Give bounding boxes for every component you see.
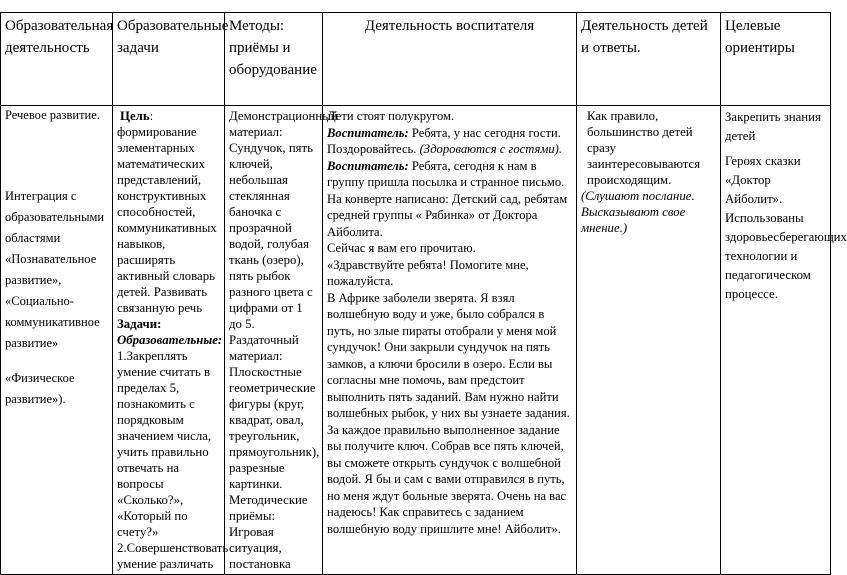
lesson-plan-table [0, 12, 847, 575]
teacher-p2-note: (Здороваются с гостями). [419, 142, 563, 156]
cell-activity [1, 106, 113, 575]
header-goals: Целевые ориентиры [721, 13, 831, 106]
methods-text: Демонстрационный материал: Сундучок, пять ключей, небольшая стеклянная баночка с прозрачной водой, голубая ткань (озеро), пять рыбок разного цвета с цифрами от 1 до 5. Раздаточный материал: Плоскостные геометрические фигуры (круг, квадрат, овал, треугольник, прямоугольник), разрезные картинки. Методические приёмы: Игровая ситуация, постановка [229, 109, 338, 571]
header-methods: Методы: приёмы и оборудование [225, 13, 323, 106]
cell-goals [721, 106, 847, 575]
header-teacher: Деятельность воспитателя [323, 13, 577, 106]
goals-text-1: Закрепить знания детей [725, 110, 821, 143]
speaker-label-2: Воспитатель: [327, 158, 409, 173]
edu-label: Образовательные: [117, 333, 223, 347]
header-row [1, 13, 831, 106]
tasks-label: Задачи: [117, 317, 162, 331]
task-item-2: 2.Совершенствовать умение различать [117, 541, 229, 571]
activity-name: Речевое развитие. [5, 108, 100, 122]
children-note: (Слушают послание. Высказывают свое мнение.) [581, 189, 695, 235]
teacher-p2: Ребята, у нас сегодня гости. Поздоровайтесь. [327, 125, 561, 156]
cell-teacher [323, 106, 577, 575]
cell-children [577, 106, 721, 575]
body-row [1, 106, 831, 575]
cell-tasks [113, 106, 229, 575]
header-children: Деятельность детей и ответы. [577, 13, 721, 106]
header-activity: Образовательная деятельность [1, 13, 113, 106]
teacher-p6: В Африке заболели зверята. Я взял волшебную воду и уже, было собрался в путь, но злые пираты отобрали у меня мой сундучок! Они закрыли сундучок на пять замков, а ключи бросили в озеро. Если вы согласны мне помочь, вам предстоит выполнить пять заданий. Вам нужно найти волшебных рыбок, у них вы узнаете задания. За каждое правильно выполненное задание вы получите ключ. Собрав все пять ключей, вы сможете открыть сундучок с волшебной водой. Я бы и сам с вами отправился в путь, но меня ждут больные зверята. Очень на вас надеюсь! Как справитесь с заданием волшебную воду пришлите мне! Айболит». [327, 290, 570, 536]
cell-methods [225, 106, 338, 575]
header-tasks: Образовательные задачи [113, 13, 225, 106]
goal-text: : формирование элементарных математических представлений, конструктивных способностей, коммуникативных навыков, расширять активный словарь детей. Развивать связанную речь [117, 109, 217, 315]
goal-label: Цель [120, 109, 150, 123]
physical-text: «Физическое развитие»). [5, 370, 75, 406]
speaker-label-1: Воспитатель: [327, 125, 409, 140]
goals-text-2: Героях сказки «Доктор Айболит». Использованы здоровьесберегающих технологии и педагогическом процессе. [725, 154, 847, 301]
teacher-p5: «Здравствуйте ребята! Помогите мне, пожалуйста. [327, 257, 529, 288]
integration-text: Интеграция с образовательными областями «Познавательное развитие», «Социально-коммуникативное развитие» [5, 188, 105, 350]
teacher-p3: Ребята, сегодня к нам в группу пришла посылка и странное письмо. На конверте написано: Детский сад, ребятам средней группы « Рябинка» от Доктора Айболита. [327, 158, 568, 239]
teacher-p4: Сейчас я вам его прочитаю. [327, 241, 476, 255]
task-item-1: 1.Закреплять умение считать в пределах 5, познакомить с порядковым значением числа, учить правильно отвечать на вопросы «Сколько?», «Который по счету?» [117, 349, 212, 539]
teacher-p1: Дети стоят полукругом. [327, 109, 455, 123]
children-text: Как правило, большинство детей сразу заинтересовываются происходящим. [587, 109, 701, 187]
